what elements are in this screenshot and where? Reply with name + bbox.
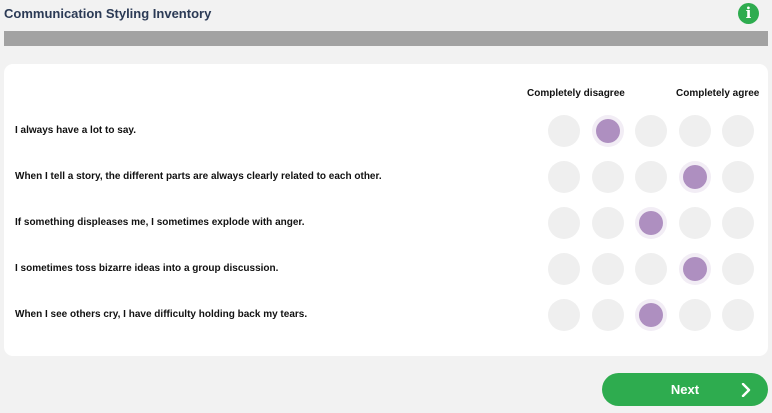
likert-option-5[interactable]: [722, 299, 754, 331]
likert-option-1[interactable]: [548, 115, 580, 147]
likert-option-5[interactable]: [722, 207, 754, 239]
likert-option-4[interactable]: [679, 253, 711, 285]
likert-option-3[interactable]: [635, 115, 667, 147]
question-text: I sometimes toss bizarre ideas into a group discussion.: [15, 263, 279, 274]
likert-option-2[interactable]: [592, 161, 624, 193]
likert-option-1[interactable]: [548, 299, 580, 331]
question-row: [4, 157, 768, 197]
question-text: When I see others cry, I have difficulty holding back my tears.: [15, 309, 308, 320]
likert-option-3[interactable]: [635, 299, 667, 331]
next-button[interactable]: [602, 373, 768, 406]
likert-option-2[interactable]: [592, 207, 624, 239]
likert-option-3[interactable]: [635, 161, 667, 193]
likert-options: [548, 207, 758, 239]
next-button-label: Next: [670, 382, 700, 397]
likert-option-1[interactable]: [548, 207, 580, 239]
question-row: [4, 295, 768, 335]
question-row: [4, 111, 768, 151]
scale-label-agree: Completely agree: [676, 88, 760, 99]
likert-option-4[interactable]: [679, 207, 711, 239]
likert-options: [548, 115, 758, 147]
likert-option-4[interactable]: [679, 299, 711, 331]
likert-option-2[interactable]: [592, 299, 624, 331]
likert-option-3[interactable]: [635, 253, 667, 285]
likert-option-5[interactable]: [722, 253, 754, 285]
likert-option-1[interactable]: [548, 161, 580, 193]
question-text: I always have a lot to say.: [15, 125, 136, 136]
likert-option-4[interactable]: [679, 161, 711, 193]
header-bar: [0, 0, 772, 28]
likert-option-4[interactable]: [679, 115, 711, 147]
question-row: [4, 203, 768, 243]
likert-option-1[interactable]: [548, 253, 580, 285]
page-title: Communication Styling Inventory: [4, 6, 212, 21]
likert-option-2[interactable]: [592, 253, 624, 285]
question-text: When I tell a story, the different parts are always clearly related to each other.: [15, 171, 382, 182]
scale-label-disagree: Completely disagree: [527, 88, 625, 99]
likert-option-5[interactable]: [722, 161, 754, 193]
question-text: If something displeases me, I sometimes explode with anger.: [15, 217, 305, 228]
question-row: [4, 249, 768, 289]
likert-option-5[interactable]: [722, 115, 754, 147]
likert-options: [548, 253, 758, 285]
chevron-right-icon: [740, 383, 752, 397]
progress-bar: [4, 31, 768, 46]
likert-options: [548, 299, 758, 331]
info-icon[interactable]: i: [738, 3, 759, 24]
likert-option-3[interactable]: [635, 207, 667, 239]
likert-options: [548, 161, 758, 193]
question-card: [4, 64, 768, 356]
likert-option-2[interactable]: [592, 115, 624, 147]
